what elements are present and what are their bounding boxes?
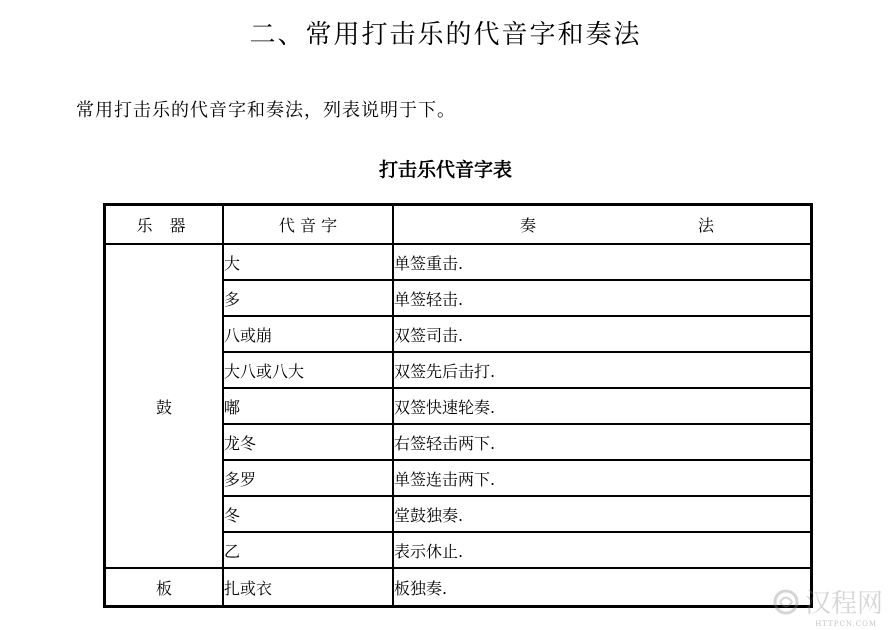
play-cell: 单签连击两下.: [393, 460, 812, 496]
instrument-cell: 鼓: [105, 244, 224, 568]
symbol-cell: 大八或八大: [223, 352, 393, 388]
play-cell: 双签快速轮奏.: [393, 388, 812, 424]
table-row: [105, 568, 812, 607]
play-cell: 双签先后击打.: [393, 352, 812, 388]
symbol-cell: 大: [223, 244, 393, 280]
play-cell: 右签轻击两下.: [393, 424, 812, 460]
instrument-cell: 板: [105, 568, 224, 607]
play-cell: 表示休止.: [393, 532, 812, 568]
play-cell: 单签轻击.: [393, 280, 812, 316]
symbol-cell: 多: [223, 280, 393, 316]
header-symbol: 代 音 字: [223, 205, 393, 245]
header-playing-method: 奏 法: [393, 205, 812, 245]
symbol-cell: 扎或衣: [223, 568, 393, 607]
watermark-logo: [771, 583, 883, 620]
percussion-table: [103, 203, 813, 608]
symbol-cell: 八或崩: [223, 316, 393, 352]
play-cell: 堂鼓独奏.: [393, 496, 812, 532]
swirl-logo-icon: [771, 587, 801, 617]
symbol-cell: 龙冬: [223, 424, 393, 460]
page-heading: 二、常用打击乐的代音字和奏法: [249, 20, 642, 50]
symbol-cell: 乙: [223, 532, 393, 568]
intro-paragraph: 常用打击乐的代音字和奏法，列表说明于下。: [76, 100, 456, 121]
play-cell: 双签司击.: [393, 316, 812, 352]
watermark-subtext: HTTPCN.COM: [815, 620, 877, 628]
header-instrument: 乐 器: [105, 205, 224, 245]
table-row: [105, 244, 812, 280]
table-header-row: [105, 205, 812, 245]
symbol-cell: 冬: [223, 496, 393, 532]
symbol-cell: 嘟: [223, 388, 393, 424]
play-cell: 单签重击.: [393, 244, 812, 280]
symbol-cell: 多罗: [223, 460, 393, 496]
table-title: 打击乐代音字表: [378, 159, 512, 181]
watermark-text: 汉程网: [804, 589, 883, 619]
play-cell: 板独奏.: [393, 568, 812, 607]
